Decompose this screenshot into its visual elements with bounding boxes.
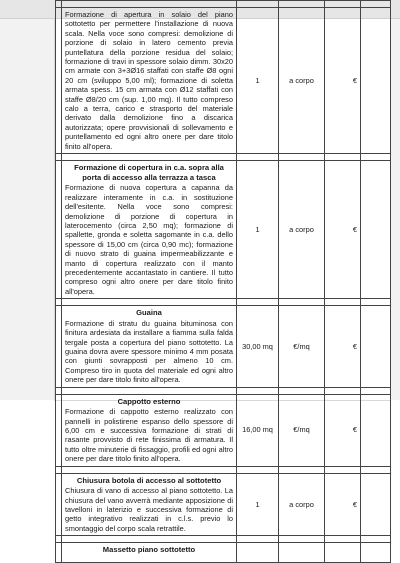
table-row [56, 1, 391, 8]
item-quantity [237, 543, 279, 563]
item-total [361, 161, 391, 299]
item-description [62, 306, 237, 387]
item-quantity: 16,00 mq [237, 394, 279, 466]
item-total [361, 306, 391, 387]
item-price: € [325, 8, 361, 154]
item-quantity: 1 [237, 161, 279, 299]
item-unit: €/mq [279, 306, 325, 387]
item-total [361, 8, 391, 154]
table-row [56, 536, 391, 543]
item-total [361, 473, 391, 536]
item-total [361, 543, 391, 563]
item-unit: a corpo [279, 8, 325, 154]
table-row [56, 306, 391, 387]
sheet [55, 0, 390, 555]
left-margin [0, 0, 55, 400]
item-title: Formazione di copertura in c.a. sopra alla porta di accesso alla terrazza a tasca [74, 163, 224, 182]
item-price: € [325, 473, 361, 536]
item-price: € [325, 394, 361, 466]
item-quantity: 1 [237, 473, 279, 536]
table-row [56, 8, 391, 154]
table-row [56, 466, 391, 473]
table-row [56, 161, 391, 299]
item-unit [279, 543, 325, 563]
item-unit: €/mq [279, 394, 325, 466]
item-unit: a corpo [279, 473, 325, 536]
item-quantity: 1 [237, 8, 279, 154]
item-body: Formazione di nuova copertura a capanna da realizzare interamente in c.a. in sostituzione dell'esitente. Nella voce sono compresi: demolizione di porzione di copertura in laterocemento (circa 2,50 mq); formazione di spallette, gronda e soletta sagomante in c.a. dello spessore di 15,00 cm (circa 0,90 mc); formazione di nuovo strato di guaina impermeabilizzante e manto di copertura realizzato con il manto precedentemente accantastato in cantiere. Il tutto compreso ogni altro onere per dare titolo finito all'opera. [65, 183, 233, 296]
table-row [56, 543, 391, 563]
item-description [62, 161, 237, 299]
item-quantity: 30,00 mq [237, 306, 279, 387]
item-price [325, 543, 361, 563]
item-body: Formazione di apertura in solaio del piano sottotetto per permettere l'installazione di nuova scala. Nella voce sono compresi: demolizione di porzione di solaio in latero cemento previa puntellatura della porzione residua del solaio; formazione di travi in spessore solaio dimm. 30x20 cm armate con 3+3Ø16 staffati con staffe Ø8 ogni 20 cm (sviluppo 5,00 ml); formazione di soletta armata spess. 15 cm armata con Ø12 staffati con staffe Ø8/20 cm (sup. 1,00 mq). Il tutto compreso calo a terra, carico e strasporto del materiale derivato dalla demolizione fino a discarica autorizzata; opere provvisionali di sollevamento e puntellamento ed ogni altro onere per dare titolo finito all'opera. [65, 10, 233, 151]
table-row [56, 387, 391, 394]
item-description [62, 8, 237, 154]
item-price: € [325, 306, 361, 387]
table-row [56, 394, 391, 466]
item-title: Chiusura botola di accesso al sottotetto [76, 475, 222, 485]
item-price: € [325, 161, 361, 299]
item-title: Cappotto esterno [117, 396, 181, 406]
table-row [56, 154, 391, 161]
item-description [62, 543, 237, 563]
item-body: Formazione di stratu du guaina bituminosa con finitura ardesiata da installare a fiamma sulla falda tergale posta a copertura del piano sottotetto. La guaina dovra avere spessore minimo 4 mm posata con giunti sovrapposti per almeno 10 cm. Compreso tiro in quota del materiale ed ogni altro onere per dare titolo finito all'opera. [65, 318, 233, 385]
right-margin [390, 0, 400, 400]
item-description [62, 473, 237, 536]
item-body: Formazione di cappotto esterno realizzato con pannelli in polistirene espanso dello spessore di 6,00 cm e successiva formazione di strati di rasante provvisto di rete finissima di armatura. Il tutto oltre minuterie di fissaggio, profili ed ogni altro onere per dare titolo finito all'opera. [65, 407, 233, 464]
item-unit: a corpo [279, 161, 325, 299]
table-row [56, 299, 391, 306]
item-title: Massetto piano sottotetto [102, 545, 196, 555]
item-description [62, 394, 237, 466]
table-row [56, 473, 391, 536]
item-title: Guaina [136, 308, 162, 318]
item-body: Chiusura di vano di accesso al piano sottotetto. La chiusura del vano avverrà mediante apposizione di tavelloni in laterizio e successiva formazione di getto integrativo realizzati in c.l.s. previo lo smontaggio del corpo scala retrattile. [65, 486, 233, 533]
item-total [361, 394, 391, 466]
bill-of-quantities-table [55, 0, 391, 563]
